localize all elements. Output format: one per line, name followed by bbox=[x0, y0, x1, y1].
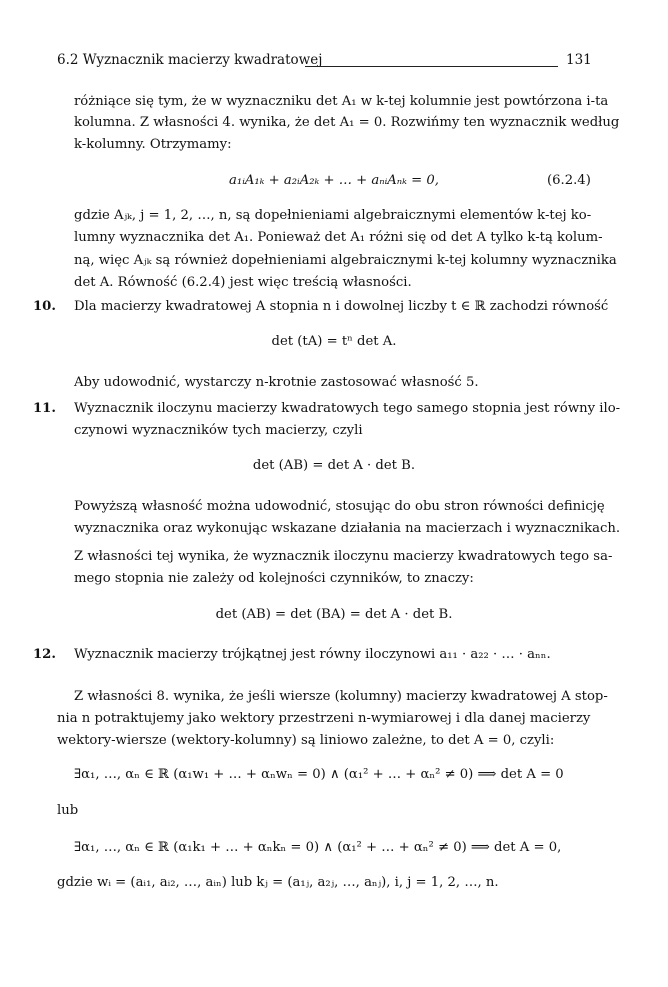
body-line: nia n potraktujemy jako wektory przestrzeni n-wymiarowej i dla danej macierzy bbox=[57, 711, 591, 726]
item-number: 12. bbox=[33, 647, 56, 662]
equation: det (AB) = det (BA) = det A · det B. bbox=[215, 607, 453, 622]
equation-cols-dependent: ∃α₁, …, αₙ ∈ ℝ (α₁k₁ + … + αₙkₙ = 0) ∧ (α₁² + … + αₙ² ≠ 0) ⟹ det A = 0, bbox=[74, 840, 562, 855]
item-number: 10. bbox=[33, 299, 56, 314]
page-number: 131 bbox=[566, 52, 592, 68]
equation-6-2-4: a₁ᵢA₁ₖ + a₂ᵢA₂ₖ + … + aₙᵢAₙₖ = 0, bbox=[229, 173, 439, 188]
body-line: Dla macierzy kwadratowej A stopnia n i dowolnej liczby t ∈ ℝ zachodzi równość bbox=[74, 299, 609, 314]
body-line: gdzie wᵢ = (aᵢ₁, aᵢ₂, …, aᵢₙ) lub kⱼ = (a₁ⱼ, a₂ⱼ, …, aₙⱼ), i, j = 1, 2, …, n. bbox=[57, 875, 499, 890]
body-line: lumny wyznacznika det A₁. Ponieważ det A₁ różni się od det A tylko k-tą kolum- bbox=[74, 230, 603, 245]
body-line: k-kolumny. Otrzymamy: bbox=[74, 137, 232, 152]
header-rule bbox=[305, 66, 558, 67]
equation-rows-dependent: ∃α₁, …, αₙ ∈ ℝ (α₁w₁ + … + αₙwₙ = 0) ∧ (α₁² + … + αₙ² ≠ 0) ⟹ det A = 0 bbox=[74, 767, 564, 782]
body-line: gdzie Aⱼₖ, j = 1, 2, …, n, są dopełnieniami algebraicznymi elementów k-tej ko- bbox=[74, 208, 592, 223]
body-line: Wyznacznik iloczynu macierzy kwadratowych tego samego stopnia jest równy ilo- bbox=[74, 401, 621, 416]
equation: det (tA) = tⁿ det A. bbox=[271, 334, 397, 349]
body-line: ną, więc Aⱼₖ są również dopełnieniami algebraicznymi k-tej kolumny wyznacznika bbox=[74, 253, 617, 268]
body-line: Aby udowodnić, wystarczy n-krotnie zastosować własność 5. bbox=[74, 375, 479, 390]
body-line: wektory-wiersze (wektory-kolumny) są liniowo zależne, to det A = 0, czyli: bbox=[57, 733, 555, 748]
body-line: det A. Równość (6.2.4) jest więc treścią własności. bbox=[74, 275, 412, 290]
body-line: lub bbox=[57, 803, 79, 818]
item-number: 11. bbox=[33, 401, 56, 416]
body-line: Z własności tej wynika, że wyznacznik iloczynu macierzy kwadratowych tego sa- bbox=[74, 549, 613, 564]
equation: det (AB) = det A · det B. bbox=[252, 458, 416, 473]
body-line: Wyznacznik macierzy trójkątnej jest równy iloczynowi a₁₁ · a₂₂ · … · aₙₙ. bbox=[74, 647, 551, 662]
section-title: 6.2 Wyznacznik macierzy kwadratowej bbox=[57, 52, 323, 68]
body-line: Z własności 8. wynika, że jeśli wiersze (kolumny) macierzy kwadratowej A stop- bbox=[74, 689, 608, 704]
equation-label: (6.2.4) bbox=[547, 173, 591, 188]
body-line: wyznacznika oraz wykonując wskazane działania na macierzach i wyznacznikach. bbox=[74, 521, 621, 536]
body-line: kolumna. Z własności 4. wynika, że det A₁ = 0. Rozwińmy ten wyznacznik według bbox=[74, 115, 620, 130]
body-line: Powyższą własność można udowodnić, stosując do obu stron równości definicję bbox=[74, 499, 605, 514]
body-line: różniące się tym, że w wyznaczniku det A₁ w k-tej kolumnie jest powtórzona i-ta bbox=[74, 94, 609, 109]
body-line: czynowi wyznaczników tych macierzy, czyli bbox=[74, 423, 363, 438]
body-line: mego stopnia nie zależy od kolejności czynników, to znaczy: bbox=[74, 571, 474, 586]
